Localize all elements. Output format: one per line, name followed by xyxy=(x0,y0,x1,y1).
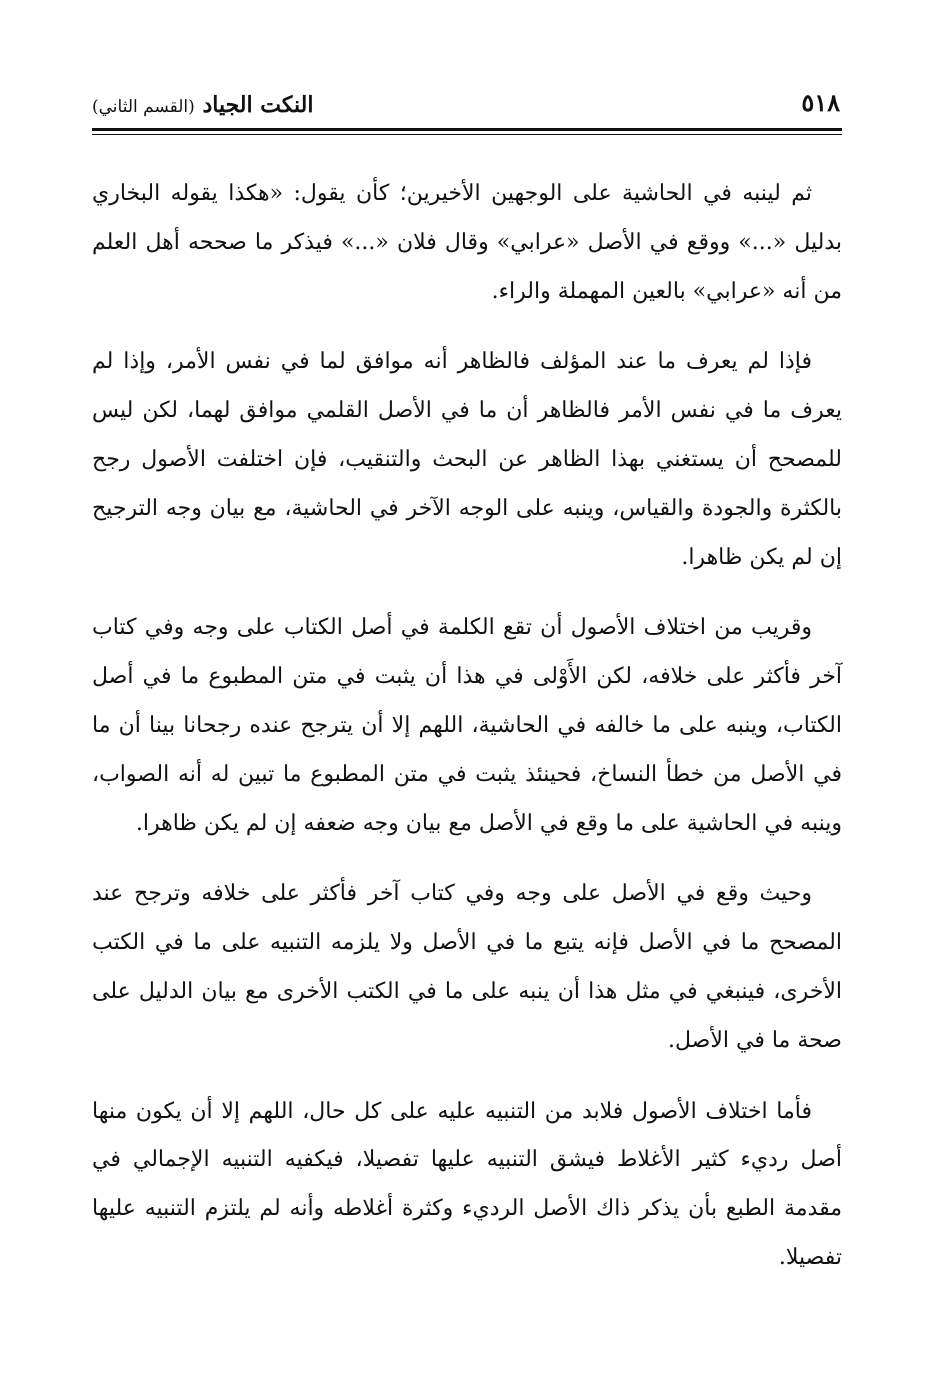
paragraph: فإذا لم يعرف ما عند المؤلف فالظاهر أنه موافق لما في نفس الأمر، وإذا لم يعرف ما في نفس الأمر فالظاهر أن ما في الأصل القلمي موافق لهما، لكن ليس للمصحح أن يستغني بهذا الظاهر عن البحث والتنقيب، فإن اختلفت الأصول رجح بالكثرة والجودة والقياس، وينبه على الوجه الآخر في الحاشية، مع بيان وجه الترجيح إن لم يكن ظاهرا. xyxy=(92,349,842,570)
header-rule-thin xyxy=(92,134,842,135)
book-page xyxy=(92,80,843,1270)
paragraph: فأما اختلاف الأصول فلابد من التنبيه عليه على كل حال، اللهم إلا أن يكون منها أصل رديء كثير الأغلاط فيشق التنبيه عليها تفصيلا، فيكفيه التنبيه الإجمالي في مقدمة الطبع بأن يذكر ذاك الأصل الرديء وكثرة أغلاطه وأنه لم يلتزم التنبيه عليها تفصيلا. xyxy=(92,1098,842,1270)
running-header xyxy=(92,80,842,120)
paragraph: وحيث وقع في الأصل على وجه وفي كتاب آخر فأكثر على خلافه وترجح عند المصحح ما في الأصل فإنه يتبع ما في الأصل ولا يلزمه التنبيه على ما في الكتب الأخرى، فينبغي في مثل هذا أن ينبه على ما في الكتب الأخرى مع بيان الدليل على صحة ما في الأصل. xyxy=(92,881,842,1053)
book-title xyxy=(92,92,313,118)
paragraph: ثم لينبه في الحاشية على الوجهين الأخيرين؛ كأن يقول: «هكذا يقوله البخاري بدليل «...» ووقع في الأصل «عرابي» وقال فلان «...» فيذكر ما صححه أهل العلم من أنه «عرابي» بالعين المهملة والراء. xyxy=(92,181,842,304)
book-title-main: النكت الجياد xyxy=(202,92,314,118)
book-section: (القسم الثاني) xyxy=(92,97,195,117)
header-rule-thick xyxy=(92,128,842,131)
body-text xyxy=(92,170,842,1305)
paragraph: وقريب من اختلاف الأصول أن تقع الكلمة في أصل الكتاب على وجه وفي كتاب آخر فأكثر على خلافه، لكن الأَوْلى في هذا أن يثبت في متن المطبوع ما في أصل الكتاب، وينبه على ما خالفه في الحاشية، اللهم إلا أن يترجح عنده رجحانا بينا أن ما في الأصل من خطأ النساخ، فحينئذ يثبت في متن المطبوع ما تبين له أنه الصواب، وينبه في الحاشية على ما وقع في الأصل مع بيان وجه ضعفه إن لم يكن ظاهرا. xyxy=(92,615,843,836)
page-number: ٥١٨ xyxy=(801,88,840,117)
